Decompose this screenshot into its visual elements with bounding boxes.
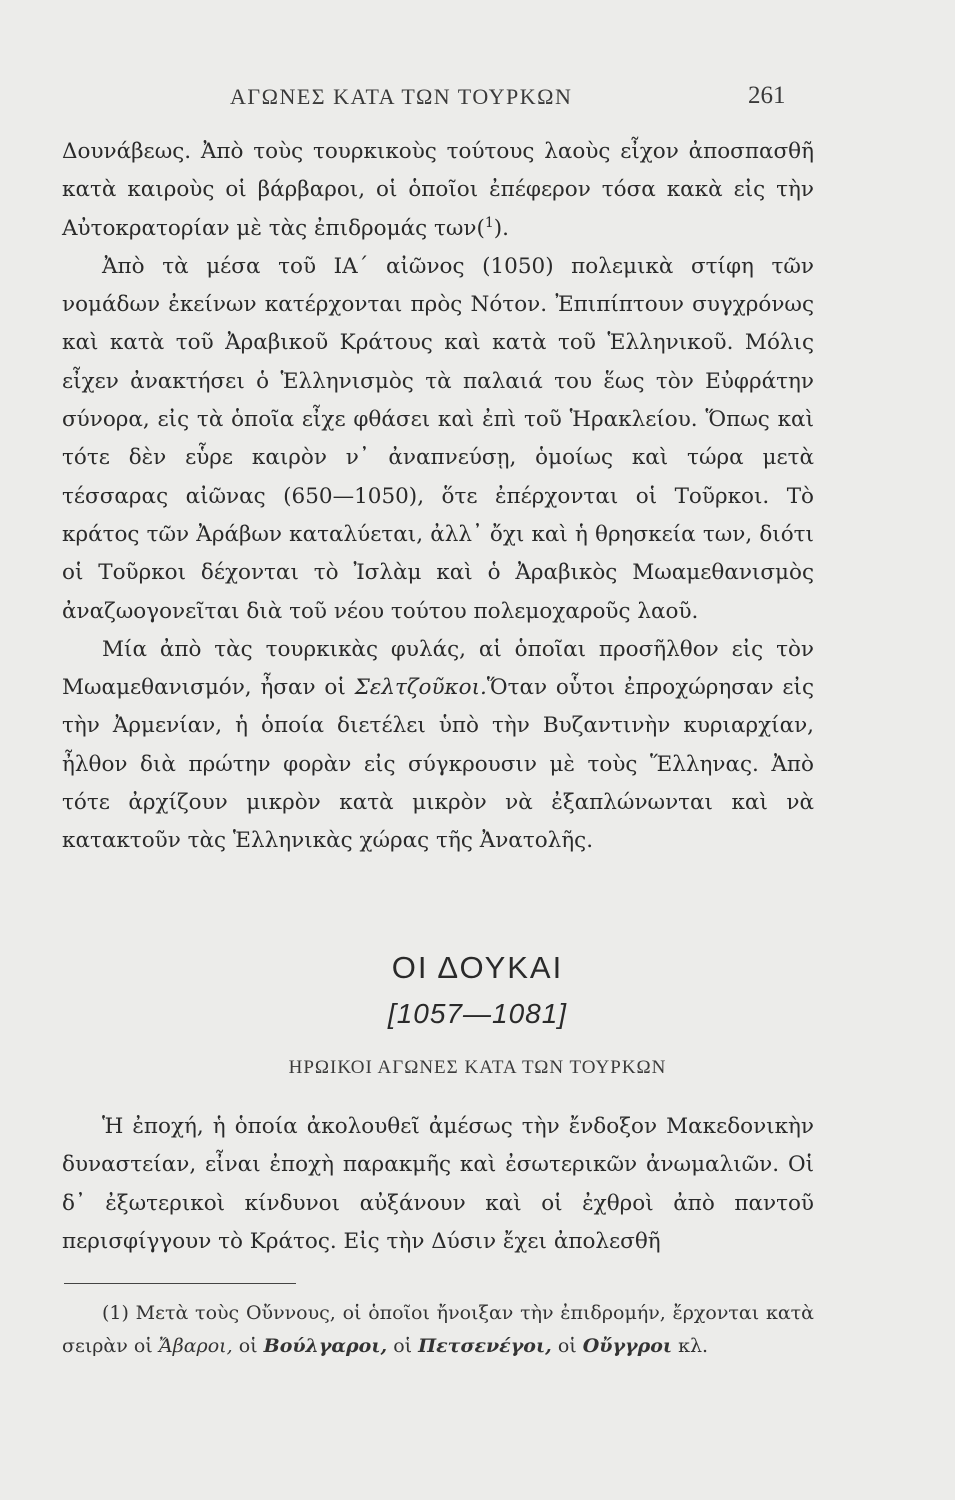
- paragraph: Ἡ ἐποχή, ἡ ὁποία ἀκολουθεῖ ἀμέσως τὴν ἔνδοξον Μακεδονικὴν δυναστείαν, εἶναι ἐποχὴ παρακμῆς καὶ ἐσωτερικῶν ἀνωμαλιῶν. Οἱ δ᾽ ἐξωτερικοὶ κίνδυνοι αὐξάνουν καὶ οἱ ἐχθροὶ ἀπὸ παντοῦ περισφίγγουν τὸ Κράτος. Εἰς τὴν Δύσιν ἔχει ἀπολεσθῆ: [62, 1114, 814, 1254]
- emphasized-term: Ἄβαροι,: [158, 1335, 233, 1357]
- footnote-paragraph: [62, 1297, 814, 1363]
- footnote: [62, 1297, 814, 1363]
- paragraph-text-end: Ὅταν οὗτοι ἐπροχώρησαν εἰς τὴν Ἀρμενίαν, ἡ ὁποία διετέλει ὑπὸ τὴν Βυζαντινὴν κυριαρχίαν, ἦλθον διὰ πρώτην φορὰν εἰς σύγκρουσιν μὲ τοὺς Ἕλληνας. Ἀπὸ τότε ἀρχίζουν μικρὸν κατὰ μικρὸν νὰ ἐξαπλώνωνται καὶ νὰ κατακτοῦν τὰς Ἑλληνικὰς χώρας τῆς Ἀνατολῆς.: [62, 675, 815, 854]
- running-title: ΑΓΩΝΕΣ ΚΑΤΑ ΤΩΝ ΤΟΥΡΚΩΝ: [230, 84, 573, 109]
- paragraph: Ἀπὸ τὰ μέσα τοῦ ΙΑ΄ αἰῶνος (1050) πολεμικὰ στίφη τῶν νομάδων ἐκείνων κατέρχονται πρὸς Νότον. Ἐπιπίπτουν συγχρόνως καὶ κατὰ τοῦ Ἀραβικοῦ Κράτους καὶ κατὰ τοῦ Ἑλληνικοῦ. Μόλις εἶχεν ἀνακτήσει ὁ Ἑλληνισμὸς τὰ παλαιά του ἕως τὸν Εὐφράτην σύνορα, εἰς τὰ ὁποῖα εἶχε φθάσει καὶ ἐπὶ τοῦ Ἡρακλείου. Ὅπως καὶ τότε δὲν εὗρε καιρὸν ν᾽ ἀναπνεύσῃ, ὁμοίως καὶ τώρα μετὰ τέσσαρας αἰῶνας (650—1050), ὅτε ἐπέρχονται οἱ Τοῦρκοι. Τὸ κράτος τῶν Ἀράβων καταλύεται, ἀλλ᾽ ὄχι καὶ ἡ θρησκεία των, διότι οἱ Τοῦρκοι δέχονται τὸ Ἰσλὰμ καὶ ὁ Ἀραβικὸς Μωαμεθανισμὸς ἀναζωογονεῖται διὰ τοῦ νέου τούτου πολεμοχαροῦς λαοῦ.: [62, 253, 814, 624]
- page-number: 261: [748, 82, 786, 109]
- footnote-reference: 1: [484, 214, 494, 231]
- footnote-text: κλ.: [678, 1335, 709, 1357]
- paragraph: [62, 133, 814, 248]
- body-text-top: [62, 133, 814, 861]
- paragraph-text: Μία ἀπὸ τὰς τουρκικὰς φυλάς, αἱ ὁποῖαι προσῆλθον εἰς τὸν Μωαμεθανισμόν, ἦσαν οἱ: [62, 636, 814, 701]
- footnote-text: οἱ: [557, 1335, 577, 1357]
- chapter-subtitle: ΗΡΩΙΚΟΙ ΑΓΩΝΕΣ ΚΑΤΑ ΤΩΝ ΤΟΥΡΚΩΝ: [288, 1057, 667, 1078]
- emphasized-term: Βούλγαροι,: [263, 1335, 388, 1357]
- body-text-bottom: [62, 1108, 814, 1261]
- running-head: [0, 84, 955, 116]
- footnote-text: οἱ: [393, 1335, 413, 1357]
- footnote-marker: (1): [102, 1302, 129, 1324]
- chapter-dates: [1057—1081]: [387, 998, 568, 1029]
- paragraph: [62, 631, 814, 861]
- paragraph-text: Δουνάβεως. Ἀπὸ τοὺς τουρκικοὺς τούτους λαοὺς εἶχον ἀποσπασθῆ κατὰ καιροὺς οἱ βάρβαροι, οἱ ὁποῖοι ἐπέφερον τόσα κακὰ εἰς τὴν Αὐτοκρατορίαν μὲ τὰς ἐπιδρομάς των(: [62, 139, 814, 241]
- footnote-divider: [64, 1283, 296, 1284]
- footnote-text: οἱ: [238, 1335, 258, 1357]
- footnote-text: Μετὰ τοὺς Οὔννους, οἱ ὁποῖοι ἤνοιξαν τὴν ἐπιδρομήν, ἔρχονται κατὰ σειρὰν οἱ: [62, 1302, 814, 1357]
- paragraph-text-end: ).: [493, 215, 510, 241]
- emphasized-term: Πετσενέγοι,: [418, 1335, 552, 1357]
- emphasized-term: Σελτζοῦκοι.: [354, 675, 487, 701]
- chapter-title: ΟΙ ΔΟΥΚΑΙ: [391, 950, 564, 985]
- emphasized-term: Οὔγγροι: [582, 1335, 673, 1357]
